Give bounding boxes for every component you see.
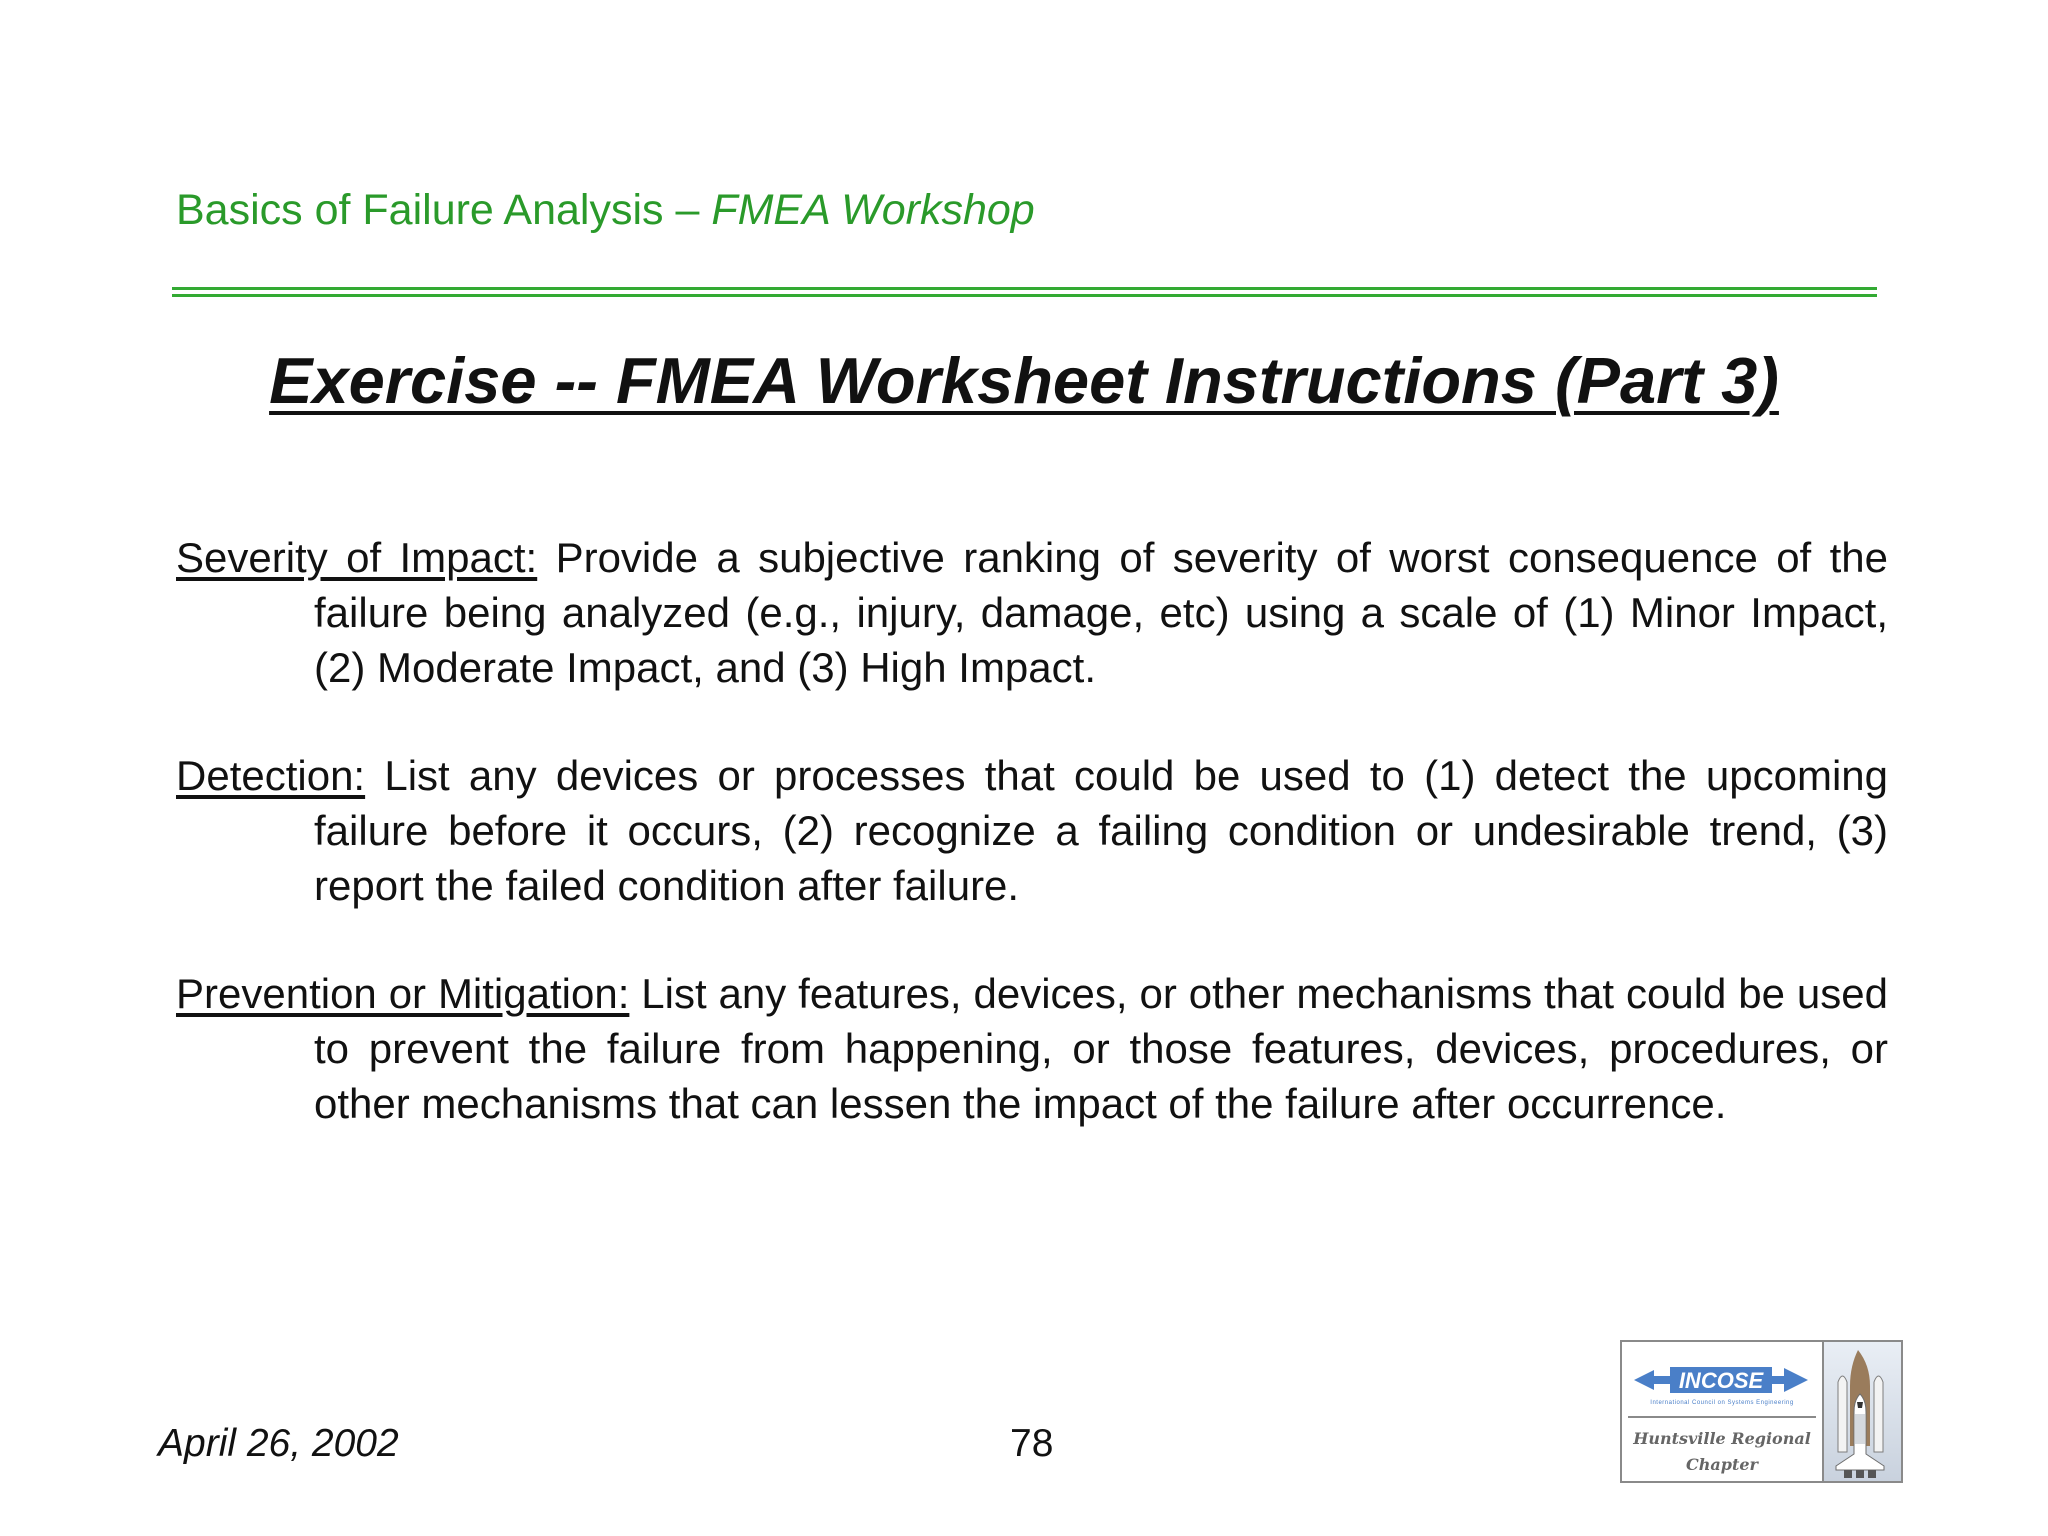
logo-divider bbox=[1628, 1416, 1816, 1418]
header-rule-top bbox=[172, 287, 1877, 290]
incose-arrow-icon bbox=[1632, 1360, 1812, 1400]
header-title: Basics of Failure Analysis – bbox=[176, 186, 712, 234]
section-label: Detection: bbox=[176, 752, 366, 799]
page-number: 78 bbox=[1010, 1422, 1054, 1465]
slide-body bbox=[176, 530, 1888, 1184]
space-shuttle-icon bbox=[1824, 1342, 1901, 1481]
logo-name: INCOSE bbox=[1678, 1368, 1764, 1393]
logo-chapter-line1: Huntsville Regional bbox=[1633, 1429, 1811, 1448]
logo-chapter-line2: Chapter bbox=[1686, 1455, 1758, 1474]
section-label: Prevention or Mitigation: bbox=[176, 970, 630, 1017]
slide-title: Exercise -- FMEA Worksheet Instructions (Part 3) bbox=[269, 344, 1779, 417]
section-text: Provide a subjective ranking of severity of worst consequence of the failure being analyzed (e.g., injury, damage, etc) using a scale of (1) Minor Impact, (2) Moderate Impact, and (3) High Impact. bbox=[314, 534, 1888, 691]
header-rule-bottom bbox=[172, 294, 1877, 297]
section-text: List any features, devices, or other mechanisms that could be used to prevent the failure from happening, or those features, devices, procedures, or other mechanisms that can lessen the impact of the failure after occurrence. bbox=[314, 970, 1888, 1127]
section-prevention bbox=[176, 966, 1888, 1131]
section-label: Severity of Impact: bbox=[176, 534, 538, 581]
incose-logo bbox=[1620, 1340, 1903, 1483]
header-subtitle: FMEA Workshop bbox=[711, 186, 1035, 234]
footer-date: April 26, 2002 bbox=[158, 1422, 399, 1465]
section-detection bbox=[176, 748, 1888, 913]
slide-header bbox=[176, 186, 1035, 235]
logo-text-panel bbox=[1622, 1342, 1824, 1481]
logo-chapter bbox=[1622, 1426, 1822, 1478]
section-severity bbox=[176, 530, 1888, 695]
section-text: List any devices or processes that could be used to (1) detect the upcoming failure before it occurs, (2) recognize a failing condition or undesirable trend, (3) report the failed condition after failure. bbox=[314, 752, 1889, 909]
logo-tagline: International Council on Systems Engineering bbox=[1650, 1400, 1794, 1406]
